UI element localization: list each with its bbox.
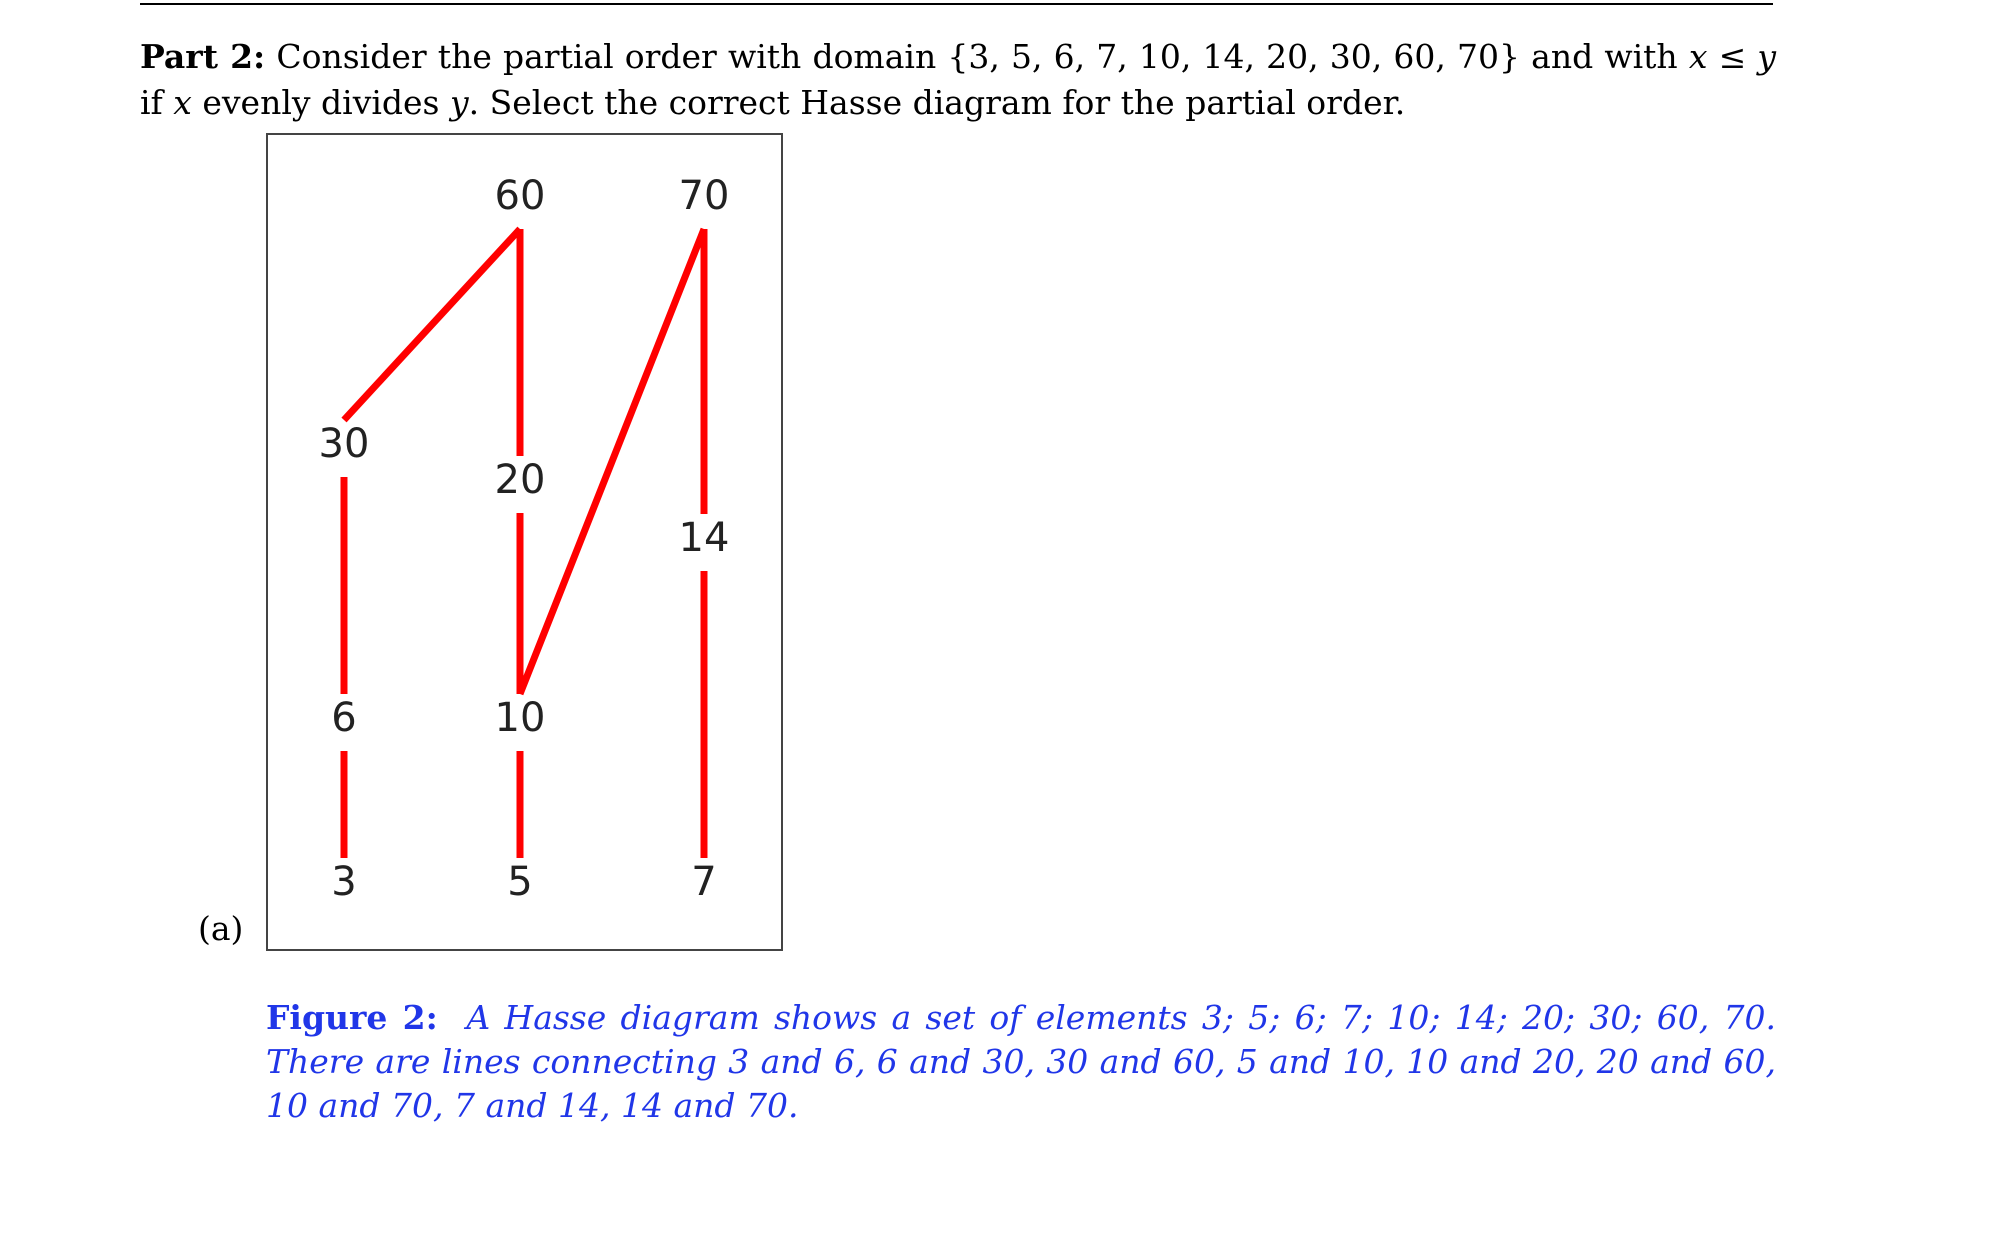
node-20: 20 <box>494 457 546 503</box>
option-a-label[interactable]: (a) <box>198 909 244 948</box>
figure-label: Figure 2: <box>266 998 438 1037</box>
node-60: 60 <box>494 173 546 219</box>
var-y: y <box>449 83 469 122</box>
domain-set: {3, 5, 6, 7, 10, 14, 20, 30, 60, 70} <box>947 37 1520 76</box>
question-text-4: evenly divides <box>191 83 450 122</box>
node-10: 10 <box>494 695 546 741</box>
question-text <box>140 34 1776 126</box>
node-7: 7 <box>691 859 717 905</box>
node-70: 70 <box>678 173 730 219</box>
edge-30-60 <box>344 229 520 420</box>
hasse-diagram-option-a[interactable] <box>266 133 783 951</box>
top-rule <box>140 3 1773 5</box>
part-label: Part 2: <box>140 37 266 76</box>
node-30: 30 <box>318 421 370 467</box>
question-text-5: . Select the correct Hasse diagram for the partial order. <box>468 83 1406 122</box>
question-text-1: Consider the partial order with domain <box>265 37 948 76</box>
node-3: 3 <box>331 859 357 905</box>
hasse-diagram-svg <box>268 135 781 949</box>
figure-caption <box>266 996 1776 1128</box>
node-14: 14 <box>678 515 730 561</box>
question-text-3: if <box>140 83 174 122</box>
var-x: x <box>173 83 192 122</box>
relation-expression: x ≤ y <box>1688 37 1777 76</box>
node-5: 5 <box>507 859 533 905</box>
figure-caption-text: A Hasse diagram shows a set of elements 3; 5; 6; 7; 10; 14; 20; 30; 60, 70. There are lines connecting 3 and 6, 6 and 30, 30 and 60, 5 and 10, 10 and 20, 20 and 60, 10 and 70, 7 and 14, 14 and 70. <box>266 998 1777 1125</box>
edge-10-70 <box>520 229 704 694</box>
question-text-2: and with <box>1520 37 1689 76</box>
node-6: 6 <box>331 695 357 741</box>
